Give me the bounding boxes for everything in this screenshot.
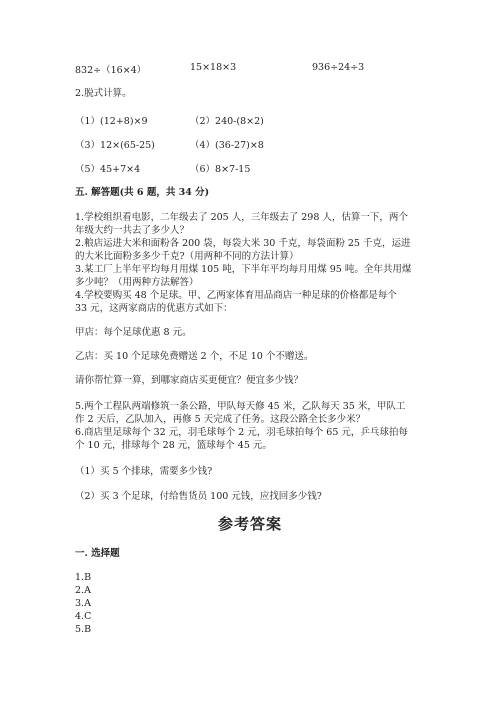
q6-line1: 6.商店里足球每个 32 元，羽毛球每个 2 元，羽毛球拍每个 65 元，乒乓球拍每 xyxy=(75,427,408,438)
answer-1: 1.B xyxy=(75,572,92,583)
q4-line1: 4.学校要购买 48 个足球。甲、乙两家体育用品商店一种足球的价格都是每个 xyxy=(75,290,397,301)
q2-line1: 2.粮店运进大米和面粉各 200 袋，每袋大米 30 千克，每袋面粉 25 千克，运进 xyxy=(75,238,411,249)
calc-item-4: （4）(36-27)×8 xyxy=(190,140,264,151)
q4-ask: 请你帮忙算一算，到哪家商店买更便宜？便宜多少钱？ xyxy=(75,375,304,386)
q5-line1: 5.两个工程队两端修筑一条公路，甲队每天修 45 米，乙队每天 35 米，甲队工 xyxy=(75,401,406,412)
q6-sub2: （2）买 3 个足球，付给售货员 100 元钱，应找回多少钱? xyxy=(75,491,322,502)
q3-line2: 多少吨？（用两种方法解答） xyxy=(75,277,199,288)
calc-item-6: （6）8×7-15 xyxy=(190,164,251,175)
calc-top-2: 15×18×3 xyxy=(190,62,237,73)
q3-line1: 3.某工厂上半年平均每月用煤 105 吨，下半年平均每月用煤 95 吨。全年共用煤 xyxy=(75,264,412,275)
calc-item-3: （3）12×(65-25) xyxy=(75,140,155,151)
calc-top-3: 936÷24÷3 xyxy=(312,62,365,73)
calc-top-1: 832÷（16×4） xyxy=(75,65,147,76)
calc-item-1: （1）(12+8)×9 xyxy=(75,116,148,127)
q2-line2: 的大米比面粉多多少千克?（用两种不同的方法计算） xyxy=(75,251,299,262)
answer-3: 3.A xyxy=(75,598,91,609)
answer-2: 2.A xyxy=(75,585,91,596)
answer-4: 4.C xyxy=(75,611,92,622)
shop-b: 乙店：买 10 个足球免费赠送 2 个，不足 10 个不赠送。 xyxy=(75,351,314,362)
calc-item-5: （5）45+7×4 xyxy=(75,164,141,175)
q5-line2: 作 2 天后，乙队加入，再修 5 天完成了任务。这段公路全长多少米？ xyxy=(75,414,366,425)
q4-line2: 33 元，这两家商店的优惠方式如下： xyxy=(75,303,233,314)
q1-line1: 1.学校组织看电影，二年级去了 205 人，三年级去了 298 人，估算一下，两个 xyxy=(75,212,408,223)
q6-line2: 个 10 元，排球每个 28 元，篮球每个 45 元。 xyxy=(75,440,272,451)
answer-title: 参考答案 xyxy=(217,515,282,533)
q1-line2: 年级大约一共去了多少人？ xyxy=(75,225,190,236)
q6-sub1: （1）买 5 个排球，需要多少钱? xyxy=(75,466,213,477)
answer-section-title: 一. 选择题 xyxy=(75,548,120,559)
calc-item-2: （2）240-(8×2) xyxy=(190,116,264,127)
answer-5: 5.B xyxy=(75,624,92,635)
section2-title: 2.脱式计算。 xyxy=(75,88,132,99)
section5-title: 五. 解答题(共 6 题，共 34 分) xyxy=(75,187,210,198)
shop-a: 甲店：每个足球优惠 8 元。 xyxy=(75,327,192,338)
